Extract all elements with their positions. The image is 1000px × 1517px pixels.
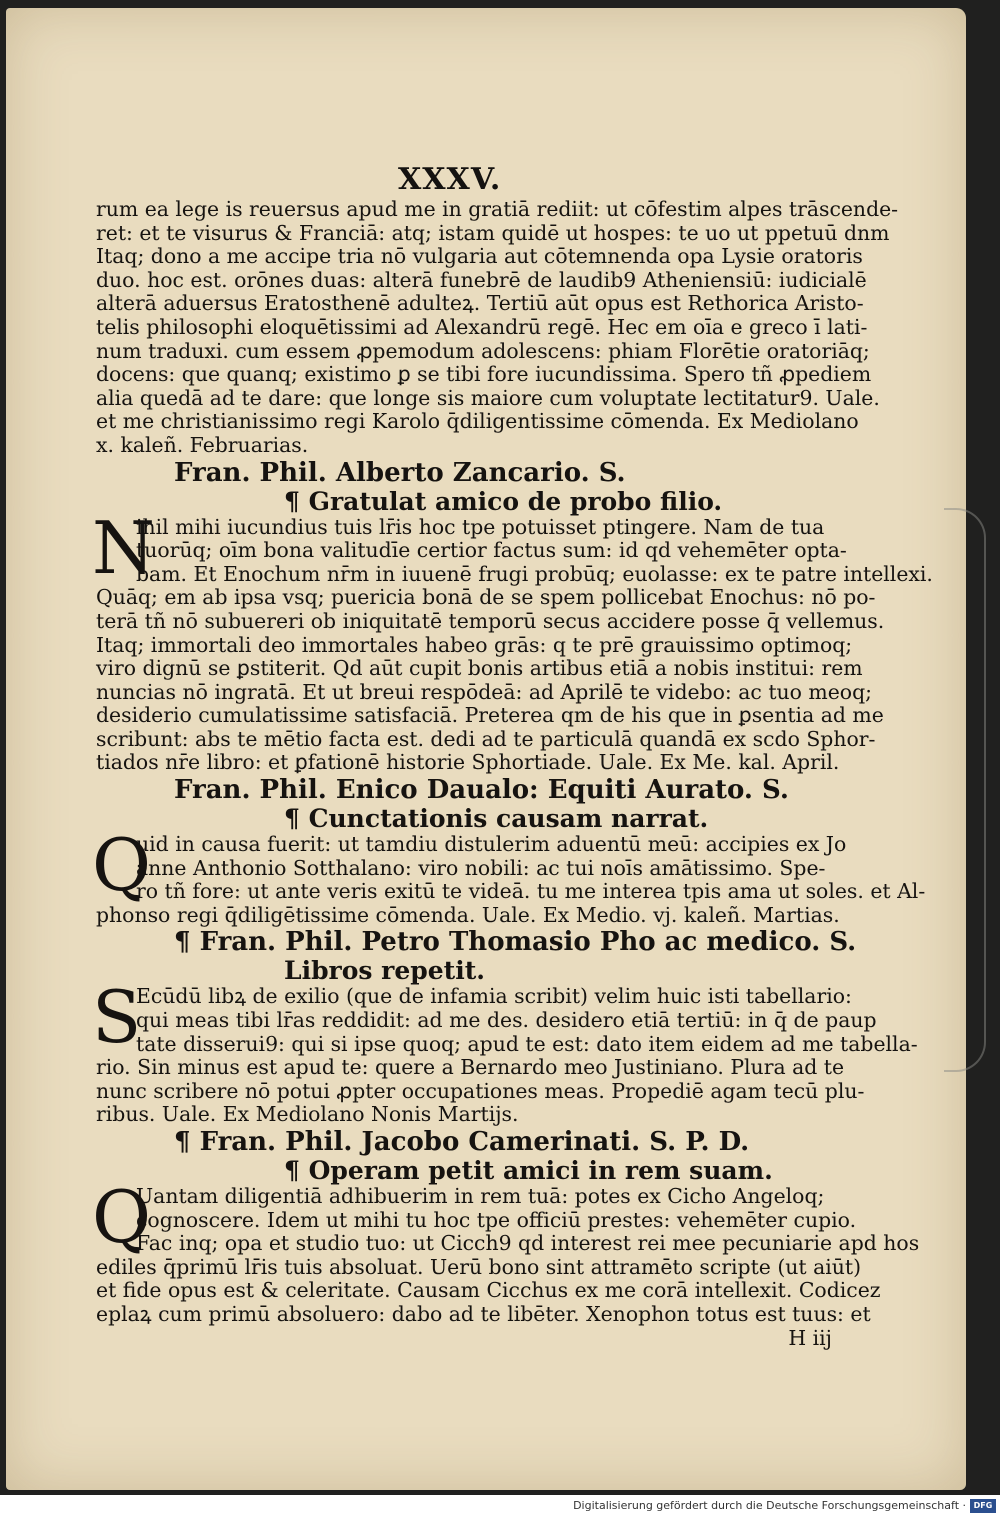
paragraph-with-initial <box>92 975 918 1060</box>
text-line: anne Anthonio Sotthalano: viro nobili: ac tui noīs amātissimo. Spe- <box>136 855 826 880</box>
text-line: ihil mihi iucundius tuis lr̄is hoc tpe potuisset ptingere. Nam de tua <box>136 514 825 539</box>
text-line: alia quedā ad te dare: que longe sis maiore cum voluptate lectitatur9. Uale. <box>96 385 880 410</box>
letter-heading: Fran. Phil. Alberto Zancario. S. <box>174 457 626 488</box>
text-line: bam. Et Enochum nr̄m in iuuenē frugi probūq; euolasse: ex te patre intellexi. <box>136 561 933 586</box>
text-line: tuorūq; oīm bona valitudīe certior factus sum: id qd vehemēter opta- <box>136 538 847 563</box>
text-line: ribus. Uale. Ex Mediolano Nonis Martijs. <box>96 1102 519 1127</box>
text-line: terā tñ nō subuereri ob iniquitatē temporū secus accidere posse q̄ vellemus. <box>96 608 885 633</box>
text-line: num traduxi. cum essem ꝓpemodum adolescens: phiam Florētie oratoriāq; <box>96 338 870 363</box>
initial-letter: S <box>92 975 142 1060</box>
text-line: et me christianissimo regi Karolo q̄diligentissime cōmenda. Ex Mediolano <box>96 409 859 434</box>
footer-bar <box>0 1495 1000 1517</box>
text-line: qui meas tibi lr̄as reddidit: ad me des. desidero etiā tertiū: in q̄ de paup <box>136 1008 877 1033</box>
text-line: docens: que quanq; existimo ꝑ se tibi fore iucundissima. Spero tñ ꝓpediem <box>96 362 872 387</box>
letter-heading: ¶ Fran. Phil. Jacobo Camerinati. S. P. D. <box>174 1127 750 1157</box>
text-line: et fide opus est & celeritate. Causam Cicchus ex me corā intellexit. Codicez <box>96 1278 881 1303</box>
text-line: duo. hoc est. orōnes duas: alterā funebrē de laudib9 Atheniensiū: iudicialē <box>96 267 867 292</box>
initial-letter: Q <box>92 823 152 908</box>
text-line: Fac inq; opa et studio tuo: ut Cicch9 qd interest rei mee pecuniarie apd hos <box>136 1231 920 1256</box>
text-line: Itaq; dono a me accipe tria nō vulgaria aut cōtemnenda opa Lysie oratoris <box>96 244 863 269</box>
text-line: tiados nr̄e libro: et ꝑfationē historie Sphortiade. Uale. Ex Me. kal. April. <box>96 750 840 775</box>
text-line: Itaq; immortali deo immortales habeo grās: q te prē grauissimo optimoq; <box>96 632 853 657</box>
next-page-edge <box>944 508 986 1072</box>
text-line: scribunt: abs te mētio facta est. dedi ad te particulā quandā ex scdo Sphor- <box>96 726 876 751</box>
letter-subheading: ¶ Cunctationis causam narrat. <box>284 804 709 834</box>
signature-mark: H iij <box>788 1325 832 1350</box>
text-line: nuncias nō ingratā. Et ut breui respōdeā: ad Aprilē te videbo: ac tuo meoq; <box>96 679 872 704</box>
text-line: x. kaleñ. Februarias. <box>96 432 309 457</box>
paragraph-with-initial <box>92 823 926 908</box>
footer-credit: Digitalisierung gefördert durch die Deutsche Forschungsgemeinschaft · <box>573 1499 966 1512</box>
text-line: tate disserui9: qui si ipse quoq; apud te est: dato item eidem ad me tabella- <box>136 1031 918 1056</box>
letter-heading: Fran. Phil. Enico Daualo: Equiti Aurato. S. <box>174 775 789 806</box>
text-line: Quāq; em ab ipsa vsq; puericia bonā de se spem pollicebat Enochus: nō po- <box>96 585 876 610</box>
text-line: nunc scribere nō potui ꝓpter occupationes meas. Propediē agam tecū plu- <box>96 1078 865 1103</box>
text-line: alterā aduersus Eratosthenē adulteꝝ. Tertiū aūt opus est Rethorica Aristo- <box>96 291 864 316</box>
paragraph-with-initial <box>92 505 933 590</box>
text-line: Ecūdū libꝝ de exilio (que de infamia scribit) velim huic isti tabellario: <box>136 984 852 1009</box>
text-line: phonso regi q̄diligētissime cōmenda. Uale. Ex Medio. vj. kaleñ. Martias. <box>96 902 840 927</box>
text-line: ret: et te visurus & Franciā: atq; istam quidē ut hospes: te uo ut ppetuū dnm <box>96 220 890 245</box>
letter-heading: ¶ Fran. Phil. Petro Thomasio Pho ac medico. S. <box>174 927 857 958</box>
paragraph-with-initial <box>92 1175 920 1259</box>
page-text <box>92 197 933 1350</box>
text-line: ediles q̄primū lr̄is tuis absoluat. Uerū bono sint attramēto scripte (ut aiūt) <box>96 1254 862 1279</box>
text-line: desiderio cumulatissime satisfaciā. Preterea qm de his que in ꝑsentia ad me <box>96 703 884 728</box>
initial-letter: N <box>92 505 155 590</box>
text-line: viro dignū se ꝑstiterit. Qd aūt cupit bonis artibus etiā a nobis institui: rem <box>96 656 863 681</box>
dfg-logo: DFG <box>970 1499 996 1513</box>
letter-subheading: ¶ Gratulat amico de probo filio. <box>284 486 723 516</box>
letter-subheading: ¶ Operam petit amici in rem suam. <box>284 1156 773 1185</box>
text-line: uid in causa fuerit: ut tamdiu distulerim aduentū meū: accipies ex Jo <box>136 832 847 857</box>
text-line: rio. Sin minus est apud te: quere a Bernardo meo Justiniano. Plura ad te <box>96 1055 845 1080</box>
text-line: ro tñ fore: ut ante veris exitū te videā. tu me interea tpis ama ut soles. et Al- <box>136 879 926 904</box>
letter-subheading: Libros repetit. <box>284 956 485 986</box>
text-line: telis philosophi eloquētissimi ad Alexandrū regē. Hec em oīa e greco ī lati- <box>96 314 868 339</box>
initial-letter: Q <box>92 1175 152 1259</box>
text-line: cognoscere. Idem ut mihi tu hoc tpe officiū prestes: vehemēter cupio. <box>136 1207 857 1232</box>
text-line: eplaꝝ cum primū absoluero: dabo ad te libēter. Xenophon totus est tuus: et <box>96 1301 871 1326</box>
folio-number: XXXV. <box>398 162 502 197</box>
text-line: Uantam diligentiā adhibuerim in rem tuā: potes ex Cicho Angeloq; <box>136 1184 825 1208</box>
text-line: rum ea lege is reuersus apud me in gratiā rediit: ut cōfestim alpes trāscende- <box>96 197 899 221</box>
